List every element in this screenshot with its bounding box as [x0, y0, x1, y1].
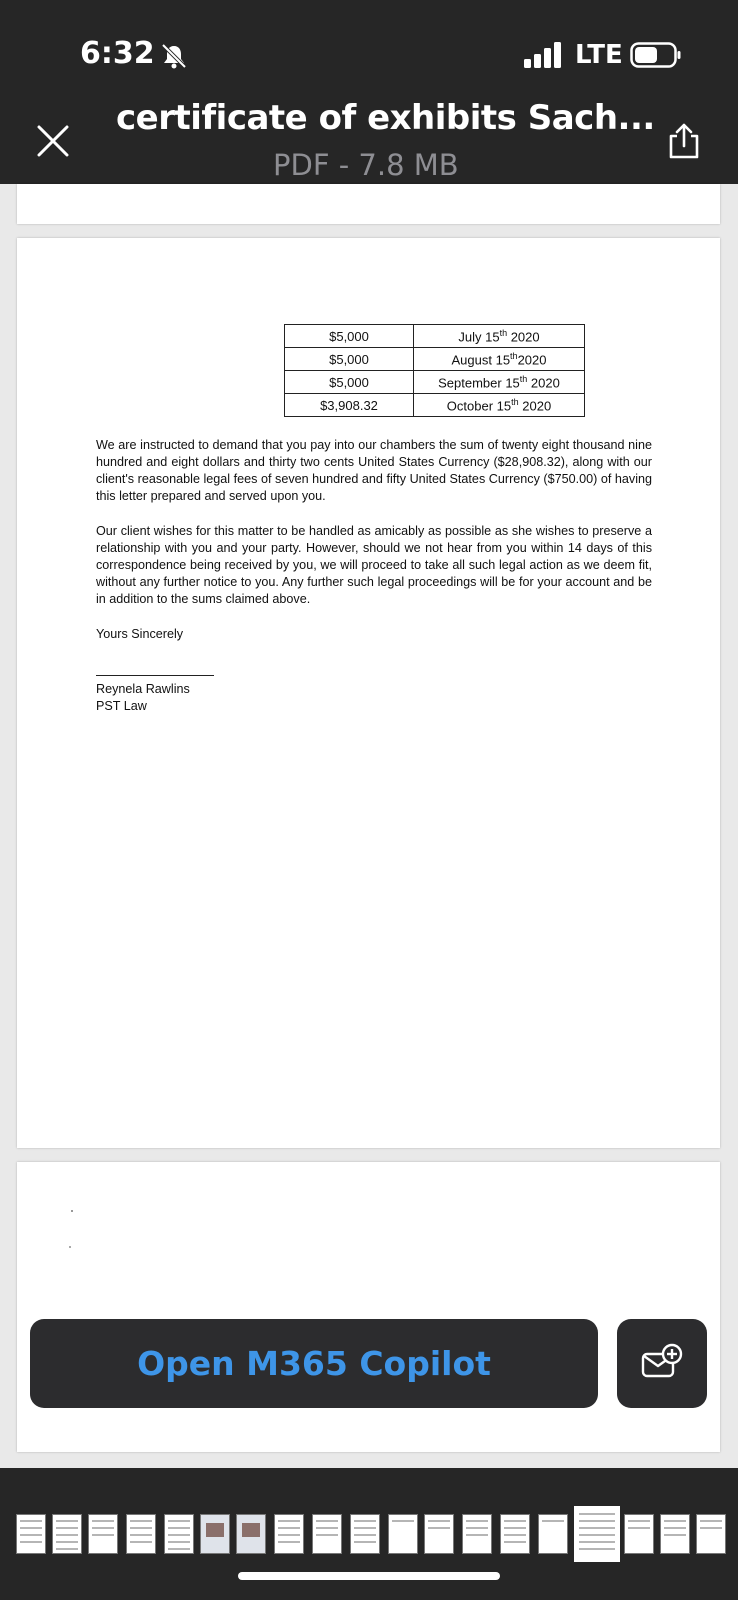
- close-icon[interactable]: [36, 124, 70, 158]
- page-thumbnail[interactable]: [236, 1514, 266, 1554]
- payment-date: September 15th 2020: [414, 371, 585, 394]
- signer-block: [96, 681, 190, 715]
- table-row: [285, 325, 585, 348]
- page-speck: [71, 1210, 73, 1212]
- table-row: [285, 394, 585, 417]
- payment-date: October 15th 2020: [414, 394, 585, 417]
- clipped-text-line: [103, 1300, 403, 1304]
- page-thumbnail[interactable]: [126, 1514, 156, 1554]
- demand-paragraph: We are instructed to demand that you pay into our chambers the sum of twenty eight thousand nine hundred and eight dollars and thirty two cents United States Currency ($28,908.32), along with our client's reasonable legal fees of seven hundred and fifty United States Currency ($750.00) of having this letter prepared and served upon you.: [96, 438, 652, 503]
- page-thumbnail[interactable]: [500, 1514, 530, 1554]
- document-file-info: PDF - 7.8 MB: [273, 148, 459, 182]
- page-thumbnail-strip[interactable]: [0, 1468, 738, 1600]
- page-thumbnail[interactable]: [696, 1514, 726, 1554]
- page-thumbnail[interactable]: [424, 1514, 454, 1554]
- signer-name: Reynela Rawlins: [96, 682, 190, 696]
- page-thumbnail[interactable]: [16, 1514, 46, 1554]
- notice-paragraph: Our client wishes for this matter to be handled as amicably as possible as she wishes to preserve a relationship with you and your party. However, should we not hear from you within 14 days of this correspondence being received by you, we will proceed to take all such legal action as we deem fit, without any further notice to you. Any further such legal proceedings will be for your account and be in addition to the sums claimed above.: [96, 524, 652, 606]
- page-thumbnail[interactable]: [312, 1514, 342, 1554]
- document-title: certificate of exhibits Sach...: [116, 98, 655, 138]
- payment-amount: $5,000: [285, 325, 414, 348]
- payment-date: August 15th2020: [414, 348, 585, 371]
- compose-email-button[interactable]: [617, 1319, 707, 1408]
- payment-schedule-table: [284, 324, 585, 417]
- status-time: 6:32: [80, 36, 155, 71]
- page-thumbnail[interactable]: [200, 1514, 230, 1554]
- payment-amount: $5,000: [285, 348, 414, 371]
- page-thumbnail[interactable]: [538, 1514, 568, 1554]
- table-row: [285, 348, 585, 371]
- page-thumbnail[interactable]: [164, 1514, 194, 1554]
- page-thumbnail[interactable]: [350, 1514, 380, 1554]
- open-copilot-label: Open M365 Copilot: [137, 1344, 491, 1383]
- mail-add-icon: [641, 1343, 683, 1383]
- page-thumbnail[interactable]: [274, 1514, 304, 1554]
- page-thumbnail[interactable]: [462, 1514, 492, 1554]
- home-indicator[interactable]: [238, 1572, 500, 1580]
- closing-salutation: Yours Sincerely: [96, 627, 184, 641]
- pdf-page-previous: [17, 184, 720, 224]
- pdf-page: [17, 238, 720, 1148]
- page-speck: [69, 1246, 71, 1248]
- payment-amount: $3,908.32: [285, 394, 414, 417]
- payment-date: July 15th 2020: [414, 325, 585, 348]
- bell-slash-icon: [160, 42, 188, 70]
- open-copilot-button[interactable]: [30, 1319, 598, 1408]
- network-type: LTE: [575, 40, 623, 70]
- page-thumbnail[interactable]: [88, 1514, 118, 1554]
- page-thumbnail[interactable]: [52, 1514, 82, 1554]
- battery-icon: [630, 42, 682, 68]
- payment-amount: $5,000: [285, 371, 414, 394]
- page-thumbnail[interactable]: [660, 1514, 690, 1554]
- share-icon[interactable]: [666, 122, 702, 160]
- pdf-page-next: [17, 1162, 720, 1452]
- page-thumbnail[interactable]: [388, 1514, 418, 1554]
- signer-firm: PST Law: [96, 699, 147, 713]
- page-thumbnail-current[interactable]: [574, 1506, 620, 1562]
- page-thumbnail[interactable]: [624, 1514, 654, 1554]
- signature-line: [96, 675, 214, 676]
- header: [0, 0, 738, 184]
- table-row: [285, 371, 585, 394]
- cellular-signal-icon: [524, 42, 564, 68]
